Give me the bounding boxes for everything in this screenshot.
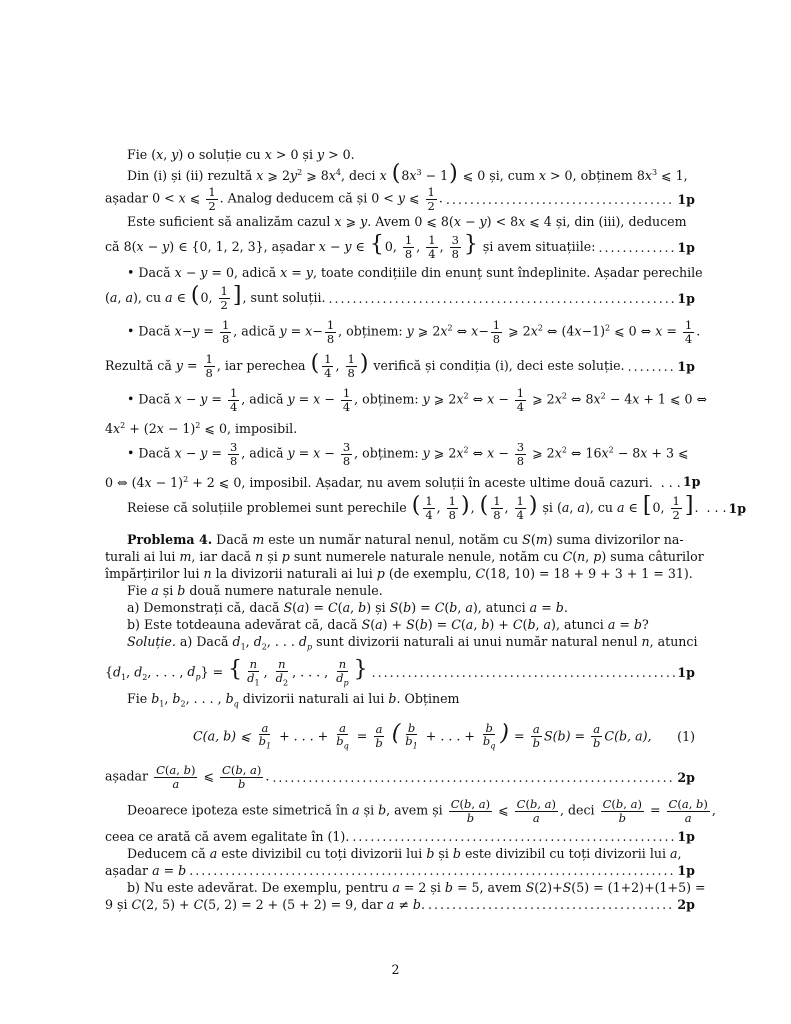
formula-1: C(a, b) ⩽ $\frac{a}{b_1}$ + . . . + $\frac{a}{b_q}$ = $\frac{a}{b}$ ( $\frac{b}{b_1}$ + . . . + $\frac{b}{b_q}$ ) = $\frac{a}{b}$ S(b) = $\frac{a}{b}$ C(b, a), (1) — [193, 720, 695, 751]
score-points: 1p — [677, 239, 695, 255]
equation-number: (1) — [677, 728, 695, 744]
text-line: (a, a), cu a ∈ (0, $\frac{1}{2}$ ], sunt soluții. ..... 1p — [105, 281, 695, 315]
text-line: • Dacă x − y = $\frac{1}{4}$ , adică y = x − $\frac{1}{4}$ , obținem: y ⩾ $2x^2$ ⇔ x − $\frac{1}{4}$ ⩾ $2x^2$ ⇔ $8x^2 - 4x + 1$ ⩽ 0 ⇔ — [127, 385, 708, 414]
page-number: 2 — [391, 962, 400, 977]
text-line: 9 și C(2, 5) + C(5, 2) = 2 + (5 + 2) = 9, dar a ≠ b. ..... 2p — [105, 896, 695, 913]
text-line: Fie (x, y) o soluție cu x > 0 și y > 0. — [127, 147, 355, 162]
text-line: ceea ce arată că avem egalitate în (1). ..... 1p — [105, 828, 695, 845]
text-line: Reiese că soluțiile problemei sunt perechile ( $\frac{1}{4}$ , $\frac{1}{8}$ ), ( $\frac{1}{8}$ , $\frac{1}{4}$ ) și (a, a), cu a ∈ [0, $\frac{1}{2}$ ]. . . . 1p — [127, 493, 747, 523]
text-line: Problema 4. Dacă m este un număr natural nenul, notăm cu S(m) suma divizorilor na- — [127, 532, 684, 548]
text-line: b) Este totdeauna adevărat că, dacă S(a) + S(b) = C(a, b) + C(b, a), atunci a = b? — [127, 617, 649, 633]
text-line: $4x^2 + (2x - 1)^2$ ⩽ 0, imposibil. — [105, 421, 298, 437]
document-body — [105, 146, 747, 913]
text-line: Soluție. a) Dacă $d_1$, $d_2$, . . . $d_p$ sunt divizorii naturali ai unui număr natural nenul n, atunci — [127, 634, 698, 652]
text-line: • Dacă x − y = $\frac{3}{8}$ , adică y = x − $\frac{3}{8}$ , obținem: y ⩾ $2x^2$ ⇔ x − $\frac{3}{8}$ ⩾ $2x^2$ ⇔ $16x^2 - 8x + 3$ ⩽ — [127, 440, 689, 468]
text-line: așadar a = b ..... 1p — [105, 862, 695, 879]
text-line: {$d_1$, $d_2$, . . . , $d_p$} = { $\frac{n}{d_1}$ , $\frac{n}{d_2}$ , . . . , $\frac{n}{d_p}$ } ..... 1p — [105, 656, 695, 690]
text-line: turali ai lui m, iar dacă n și p sunt numerele naturale nenule, notăm cu C(n, p) suma câturilor — [105, 549, 704, 565]
score-points: 2p — [677, 769, 695, 785]
text-line: împărțirilor lui n la divizorii naturali ai lui p (de exemplu, C(18, 10) = 18 + 9 + 3 + 1 = 31). — [105, 566, 693, 582]
score-points: 1p — [677, 191, 695, 207]
text-line: Rezultă că y = $\frac{1}{8}$ , iar perechea ( $\frac{1}{4}$ , $\frac{1}{8}$ ) verifică și condiția (i), deci este soluție. ..... 1p — [105, 349, 695, 383]
text-line: • Dacă x − y = 0, adică x = y, toate condițiile din enunț sunt îndeplinite. Așadar perechile — [127, 265, 703, 280]
text-line: Este suficient să analizăm cazul x ⩾ y. Avem 0 ⩽ 8(x − y) < 8x ⩽ 4 și, din (iii), deducem — [127, 214, 687, 229]
text-line: că 8(x − y) ∈ {0, 1, 2, 3}, așadar x − y ∈ {0, $\frac{1}{8}$ , $\frac{1}{4}$ , $\frac{3}{8}$ } și avem situațiile: ..... 1p — [105, 230, 695, 264]
text-line: Fie $b_1$, $b_2$, . . . , $b_q$ divizorii naturali ai lui b. Obținem — [127, 690, 460, 709]
text-line: așadar $\frac{C(a, b)}{a}$ ⩽ $\frac{C(b, a)}{b}$ . ..... 2p — [105, 760, 695, 794]
text-line: așadar 0 < x ⩽ $\frac{1}{2}$ . Analog deducem că și 0 < y ⩽ $\frac{1}{2}$ . ..... 1p — [105, 185, 695, 213]
score-points: 1p — [677, 665, 695, 681]
score-points: 1p — [677, 290, 695, 306]
score-points: 2p — [677, 897, 695, 913]
score-points: 1p — [677, 829, 695, 845]
score-points: 1p — [677, 358, 695, 374]
problem-heading: Problema 4. — [127, 532, 213, 548]
score-points: 1p — [728, 500, 747, 516]
text-line: a) Demonstrați că, dacă S(a) = C(a, b) și S(b) = C(b, a), atunci a = b. — [127, 600, 568, 616]
text-line: Fie a și b două numere naturale nenule. — [127, 583, 383, 599]
text-line: • Dacă x−y = $\frac{1}{8}$ , adică y = x− $\frac{1}{8}$ , obținem: y ⩾ $2x^2$ ⇔ x− $\frac{1}{8}$ ⩾ $2x^2$ ⇔ $(4x-1)^2$ ⩽ 0 ⇔ x = $\frac{1}{4}$ . — [127, 317, 701, 346]
text-line: Deducem că a este divizibil cu toți divizorii lui b și b este divizibil cu toți divizorii lui a, — [127, 846, 682, 862]
text-line: Din (i) și (ii) rezultă x ⩾ $2y^2$ ⩾ $8x^4$, deci x $(8x^3 - 1)$ ⩽ 0 și, cum x > 0, obținem $8x^3$ ⩽ 1, — [127, 161, 688, 186]
text-line: 0 ⇔ $(4x - 1)^2 + 2$ ⩽ 0, imposibil. Așadar, nu avem soluții în aceste ultime două cazuri. . . . 1p — [105, 473, 701, 491]
text-line: b) Nu este adevărat. De exemplu, pentru a = 2 și b = 5, avem S(2)+S(5) = (1+2)+(1+5) = — [127, 880, 706, 896]
text-line: Deoarece ipoteza este simetrică în a și b, avem și $\frac{C(b, a)}{b}$ ⩽ $\frac{C(b, a)}{a}$ , deci $\frac{C(b, a)}{b}$ = $\frac{C(a, b)}{a}$ , — [127, 797, 716, 825]
score-points: 1p — [677, 863, 695, 879]
score-points: 1p — [682, 473, 701, 489]
